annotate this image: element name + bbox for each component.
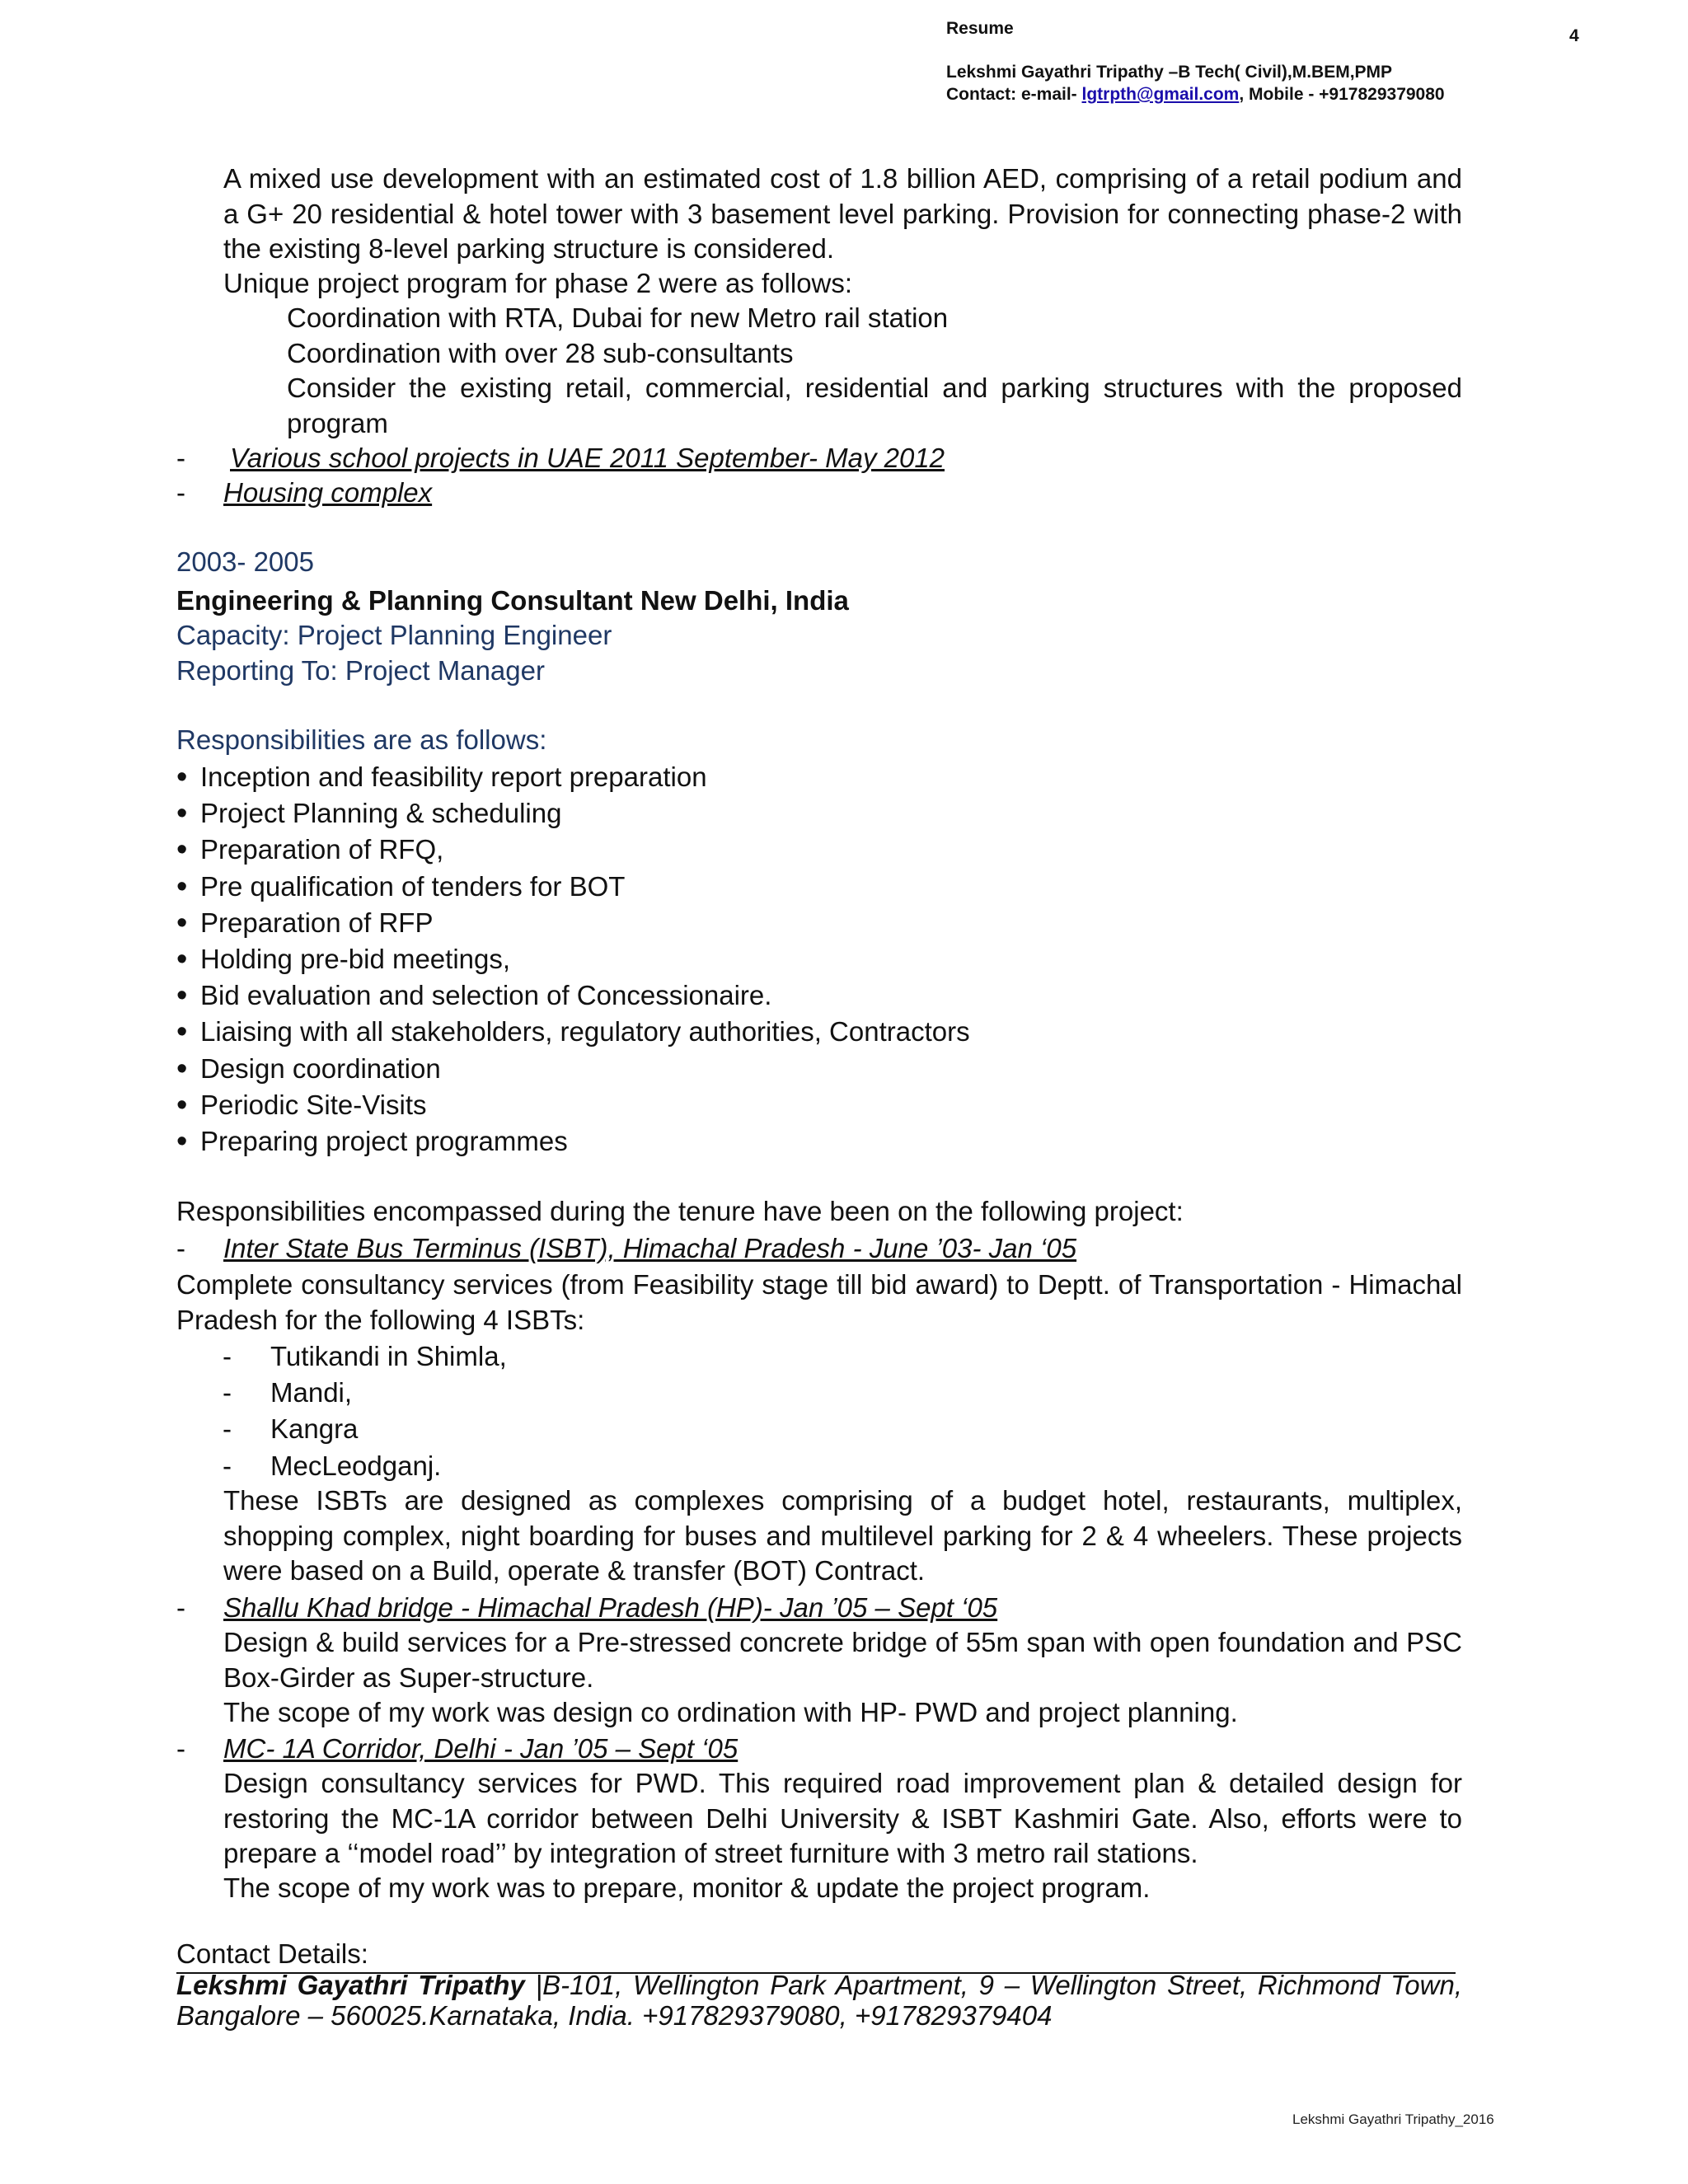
isbt-site: Kangra xyxy=(270,1413,359,1444)
contact-address: |B-101, Wellington Park Apartment, 9 – Wellington Street, Richmond Town, Bangalore – 560025.Karnataka, India. +917829379080, +917829379404 xyxy=(176,1970,1462,2031)
bridge-scope: The scope of my work was design co ordination with HP- PWD and project planning. xyxy=(223,1697,1238,1727)
list-item: • Preparation of RFP xyxy=(176,905,970,941)
page-number: 4 xyxy=(1569,26,1579,45)
dash-marker: - xyxy=(176,1733,185,1764)
responsibilities-heading: Responsibilities are as follows: xyxy=(176,724,547,755)
program-heading: Unique project program for phase 2 were as follows: xyxy=(223,268,853,298)
bridge-title: Shallu Khad bridge - Himachal Pradesh (HP)- Jan ’05 – Sept ‘05 xyxy=(223,1592,998,1623)
list-item: • Project Planning & scheduling xyxy=(176,795,970,832)
program-item: Coordination with RTA, Dubai for new Metro rail station xyxy=(287,302,949,333)
isbt-note: These ISBTs are designed as complexes comprising of a budget hotel, restaurants, multiplex, shopping complex, night boarding for buses and multilevel parking for 2 & 4 wheelers. These projects were based on a Build, operate & transfer (BOT) Contract. xyxy=(223,1485,1462,1586)
corridor-title: MC- 1A Corridor, Delhi - Jan ’05 – Sept ‘05 xyxy=(223,1733,738,1764)
isbt-title: Inter State Bus Terminus (ISBT), Himachal Pradesh - June ’03- Jan ‘05 xyxy=(223,1233,1077,1263)
list-item: • Holding pre-bid meetings, xyxy=(176,941,970,977)
isbt-site: Mandi, xyxy=(270,1377,353,1408)
list-item: • Preparing project programmes xyxy=(176,1123,970,1160)
list-item: • Liaising with all stakeholders, regulatory authorities, Contractors xyxy=(176,1014,970,1050)
list-item: • Periodic Site-Visits xyxy=(176,1087,970,1123)
reporting-to: Reporting To: Project Manager xyxy=(176,655,545,686)
list-item: • Bid evaluation and selection of Concessionaire. xyxy=(176,977,970,1014)
list-item: • Preparation of RFQ, xyxy=(176,832,970,868)
email-link[interactable]: lgtrpth@gmail.com xyxy=(1081,85,1240,104)
dash-marker: - xyxy=(223,1413,232,1444)
program-item: Consider the existing retail, commercial, residential and parking structures with the proposed program xyxy=(287,373,1462,438)
doc-label: Resume xyxy=(946,19,1014,38)
contact-heading: Contact Details: xyxy=(176,1938,368,1969)
list-item: • Pre qualification of tenders for BOT xyxy=(176,869,970,905)
dash-marker: - xyxy=(223,1377,232,1408)
dash-marker: - xyxy=(176,1592,185,1623)
contact-prefix: Contact: e-mail- xyxy=(946,85,1082,104)
program-item: Coordination with over 28 sub-consultants xyxy=(287,338,794,368)
bridge-description: Design & build services for a Pre-stressed concrete bridge of 55m span with open foundation and PSC Box-Girder as Super-structure. xyxy=(223,1627,1462,1693)
isbt-description: Complete consultancy services (from Feasibility stage till bid award) to Deptt. of Transportation - Himachal Pradesh for the following 4 ISBTs: xyxy=(176,1269,1462,1335)
list-item: • Inception and feasibility report preparation xyxy=(176,759,970,795)
contact-details xyxy=(176,1970,1462,2031)
tenure-heading: Responsibilities encompassed during the tenure have been on the following project: xyxy=(176,1196,1184,1226)
responsibilities-list xyxy=(176,759,970,1160)
header-name-line: Lekshmi Gayathri Tripathy –B Tech( Civil),M.BEM,PMP xyxy=(946,63,1393,82)
dash-marker: - xyxy=(223,1341,232,1371)
dash-marker: - xyxy=(176,443,185,473)
contact-name: Lekshmi Gayathri Tripathy xyxy=(176,1970,525,2000)
intro-paragraph: A mixed use development with an estimated cost of 1.8 billion AED, comprising of a retail podium and a G+ 20 residential & hotel tower with 3 basement level parking. Provision for connecting phase-2 with the existing 8-level parking structure is considered. xyxy=(223,163,1462,264)
corridor-description: Design consultancy services for PWD. This required road improvement plan & detailed design for restoring the MC-1A corridor between Delhi University & ISBT Kashmiri Gate. Also, efforts were to prepare a ‘‘model road’’ by integration of street furniture with 3 metro rail stations. xyxy=(223,1768,1462,1868)
project-housing: Housing complex xyxy=(223,477,433,508)
isbt-site: Tutikandi in Shimla, xyxy=(270,1341,507,1371)
corridor-scope: The scope of my work was to prepare, monitor & update the project program. xyxy=(223,1872,1151,1903)
dash-marker: - xyxy=(176,477,185,508)
project-school: Various school projects in UAE 2011 September- May 2012 xyxy=(230,443,945,473)
isbt-site: MecLeodganj. xyxy=(270,1451,442,1481)
dash-marker: - xyxy=(223,1451,232,1481)
experience-years: 2003- 2005 xyxy=(176,546,314,577)
footer-text: Lekshmi Gayathri Tripathy_2016 xyxy=(1292,2111,1494,2127)
company-name: Engineering & Planning Consultant New Delhi, India xyxy=(176,585,849,616)
header-mobile: , Mobile - +917829379080 xyxy=(1239,85,1445,104)
list-item: • Design coordination xyxy=(176,1051,970,1087)
header-contact-line xyxy=(946,84,1445,105)
capacity: Capacity: Project Planning Engineer xyxy=(176,620,612,650)
dash-marker: - xyxy=(176,1233,185,1263)
